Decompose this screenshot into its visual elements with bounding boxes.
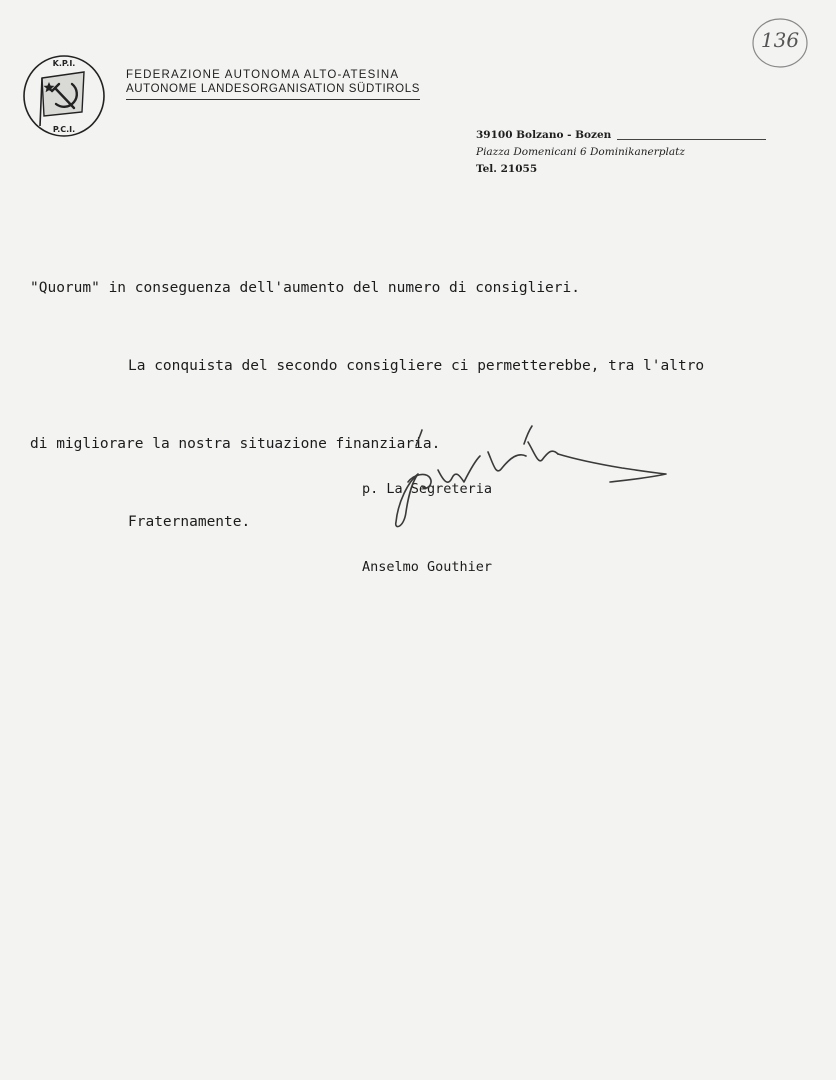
page-number-stamp [750,16,810,70]
signature-office: p. La Segreteria [362,481,493,497]
address-underline [617,139,766,140]
letter-line-1: "Quorum" in conseguenza dell'aumento del numero di consiglieri. [30,280,580,296]
letter-line-2: La conquista del secondo consigliere ci permetterebbe, tra l'altro [128,358,705,374]
page-number: 136 [760,28,800,52]
letter-closing: Fraternamente. [128,514,251,530]
signature-name: Anselmo Gouthier [362,559,493,575]
letterhead-address [476,127,766,178]
address-city: 39100 Bolzano - Bozen [476,129,612,141]
address-phone: Tel. 21055 [476,163,538,175]
handwritten-signature [378,412,678,532]
logo-bottom-text: P.C.I. [52,125,76,134]
organization-name-italian: FEDERAZIONE AUTONOMA ALTO-ATESINA [126,69,400,81]
organization-name-german: AUTONOME LANDESORGANISATION SÜDTIROLS [126,82,420,100]
address-street: Piazza Domenicani 6 Dominikanerplatz [476,146,685,158]
address-city-line [476,127,766,144]
letter-line-3: di migliorare la nostra situazione finanziaria. [30,436,441,452]
organization-name [126,68,420,100]
party-emblem-logo [22,54,106,138]
logo-top-text: K.P.I. [52,59,76,68]
